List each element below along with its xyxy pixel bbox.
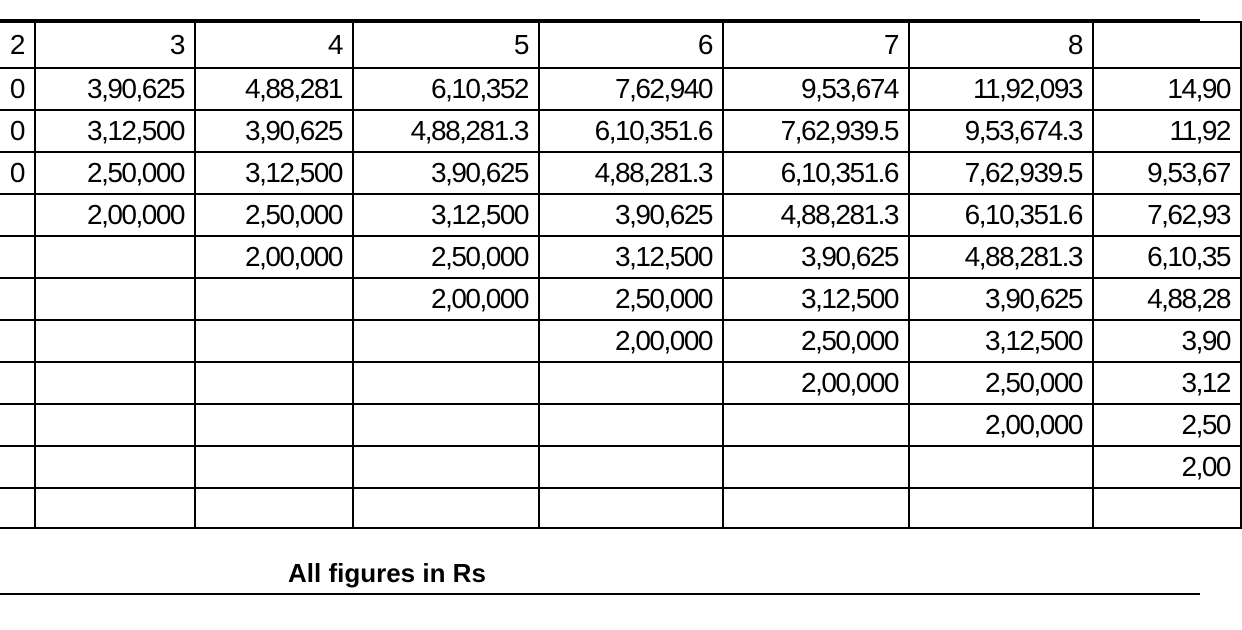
table-cell[interactable]: [0, 488, 35, 528]
table-cell[interactable]: [195, 278, 353, 320]
table-cell[interactable]: 2,50,000: [909, 362, 1093, 404]
column-header[interactable]: 3: [35, 22, 195, 68]
table-cell[interactable]: [539, 362, 723, 404]
table-cell[interactable]: [35, 320, 195, 362]
table-cell[interactable]: 3,90,625: [35, 68, 195, 110]
table-cell[interactable]: 2,00,000: [353, 278, 539, 320]
footer-note: All figures in Rs: [288, 558, 486, 588]
table-cell[interactable]: [35, 404, 195, 446]
table-cell[interactable]: [0, 236, 35, 278]
table-row: [0, 362, 1241, 404]
table-cell[interactable]: 2,00,000: [909, 404, 1093, 446]
table-cell[interactable]: [35, 278, 195, 320]
table-cell[interactable]: 4,88,281.3: [539, 152, 723, 194]
table-cell[interactable]: 2,50,000: [723, 320, 909, 362]
table-cell[interactable]: 3,12,500: [723, 278, 909, 320]
table-cell[interactable]: [0, 278, 35, 320]
table-cell[interactable]: 2,50,000: [539, 278, 723, 320]
table-cell[interactable]: [723, 488, 909, 528]
header-row: [0, 22, 1241, 68]
table-cell[interactable]: 4,88,28: [1093, 278, 1241, 320]
table-cell[interactable]: [0, 194, 35, 236]
table-cell[interactable]: 6,10,351.6: [539, 110, 723, 152]
table-cell[interactable]: [35, 362, 195, 404]
table-row: [0, 404, 1241, 446]
table-cell[interactable]: 3,90,625: [723, 236, 909, 278]
table-cell[interactable]: 2,00,000: [723, 362, 909, 404]
table-row: [0, 488, 1241, 528]
table-cell[interactable]: [353, 404, 539, 446]
table-row: [0, 320, 1241, 362]
table-cell[interactable]: 9,53,674.3: [909, 110, 1093, 152]
table-cell[interactable]: [909, 446, 1093, 488]
table-body: [0, 68, 1241, 528]
table-cell[interactable]: 7,62,940: [539, 68, 723, 110]
table-cell[interactable]: 7,62,939.5: [909, 152, 1093, 194]
table-cell[interactable]: [35, 488, 195, 528]
table-cell[interactable]: 0: [0, 110, 35, 152]
table-cell[interactable]: 14,90: [1093, 68, 1241, 110]
table-row: [0, 68, 1241, 110]
table-cell[interactable]: [539, 404, 723, 446]
table-cell[interactable]: [195, 446, 353, 488]
table-cell[interactable]: 2,00,000: [35, 194, 195, 236]
table-cell[interactable]: [353, 488, 539, 528]
column-header[interactable]: [1093, 22, 1241, 68]
table-cell[interactable]: [723, 404, 909, 446]
table-cell[interactable]: [195, 404, 353, 446]
table-cell[interactable]: [0, 404, 35, 446]
table-cell[interactable]: 2,00,000: [539, 320, 723, 362]
table-cell[interactable]: 7,62,93: [1093, 194, 1241, 236]
table-cell[interactable]: [1093, 488, 1241, 528]
table-cell[interactable]: [723, 446, 909, 488]
table-cell[interactable]: [353, 362, 539, 404]
table-cell[interactable]: 2,00: [1093, 446, 1241, 488]
table-cell[interactable]: 2,50,000: [35, 152, 195, 194]
column-header[interactable]: 6: [539, 22, 723, 68]
table-cell[interactable]: 3,12,500: [909, 320, 1093, 362]
table-row: [0, 278, 1241, 320]
table-cell[interactable]: 4,88,281: [195, 68, 353, 110]
table-cell[interactable]: 0: [0, 152, 35, 194]
table-cell[interactable]: [353, 320, 539, 362]
table-cell[interactable]: 6,10,351.6: [909, 194, 1093, 236]
column-header[interactable]: 5: [353, 22, 539, 68]
table-cell[interactable]: 2,50: [1093, 404, 1241, 446]
table-cell[interactable]: [539, 488, 723, 528]
table-cell[interactable]: 6,10,351.6: [723, 152, 909, 194]
figures-table: [0, 21, 1242, 529]
table-cell[interactable]: 3,90,625: [539, 194, 723, 236]
table-cell[interactable]: 3,90,625: [195, 110, 353, 152]
table-cell[interactable]: [195, 488, 353, 528]
column-header[interactable]: 4: [195, 22, 353, 68]
table-cell[interactable]: 6,10,35: [1093, 236, 1241, 278]
column-header[interactable]: 8: [909, 22, 1093, 68]
table-cell[interactable]: 0: [0, 68, 35, 110]
table-cell[interactable]: 3,12: [1093, 362, 1241, 404]
table-cell[interactable]: 4,88,281.3: [723, 194, 909, 236]
table-cell[interactable]: 2,00,000: [195, 236, 353, 278]
table-cell[interactable]: [35, 236, 195, 278]
table-cell[interactable]: [0, 446, 35, 488]
table-row: [0, 110, 1241, 152]
table-cell[interactable]: 11,92,093: [909, 68, 1093, 110]
table-cell[interactable]: 7,62,939.5: [723, 110, 909, 152]
table-cell[interactable]: 9,53,674: [723, 68, 909, 110]
table-cell[interactable]: [353, 446, 539, 488]
table-cell[interactable]: 2,50,000: [195, 194, 353, 236]
table-cell[interactable]: 4,88,281.3: [353, 110, 539, 152]
table-cell[interactable]: 6,10,352: [353, 68, 539, 110]
table-cell[interactable]: 3,12,500: [539, 236, 723, 278]
table-cell[interactable]: 3,12,500: [353, 194, 539, 236]
table-cell[interactable]: 4,88,281.3: [909, 236, 1093, 278]
table-row: [0, 194, 1241, 236]
table-row: [0, 236, 1241, 278]
bottom-border: [0, 593, 1200, 595]
table-cell[interactable]: [0, 320, 35, 362]
table-row: [0, 152, 1241, 194]
table-cell[interactable]: [195, 362, 353, 404]
table-cell[interactable]: 3,90,625: [353, 152, 539, 194]
table-cell[interactable]: 3,12,500: [195, 152, 353, 194]
table-cell[interactable]: [195, 320, 353, 362]
table-cell[interactable]: 2,50,000: [353, 236, 539, 278]
table-cell[interactable]: [0, 362, 35, 404]
table-row: [0, 446, 1241, 488]
table-cell[interactable]: 11,92: [1093, 110, 1241, 152]
table-cell[interactable]: [909, 488, 1093, 528]
table-cell[interactable]: 9,53,67: [1093, 152, 1241, 194]
table-cell[interactable]: 3,90,625: [909, 278, 1093, 320]
column-header[interactable]: 7: [723, 22, 909, 68]
table-cell[interactable]: [35, 446, 195, 488]
table-cell[interactable]: 3,12,500: [35, 110, 195, 152]
table-cell[interactable]: [539, 446, 723, 488]
table-cell[interactable]: 3,90: [1093, 320, 1241, 362]
column-header[interactable]: 2: [0, 22, 35, 68]
